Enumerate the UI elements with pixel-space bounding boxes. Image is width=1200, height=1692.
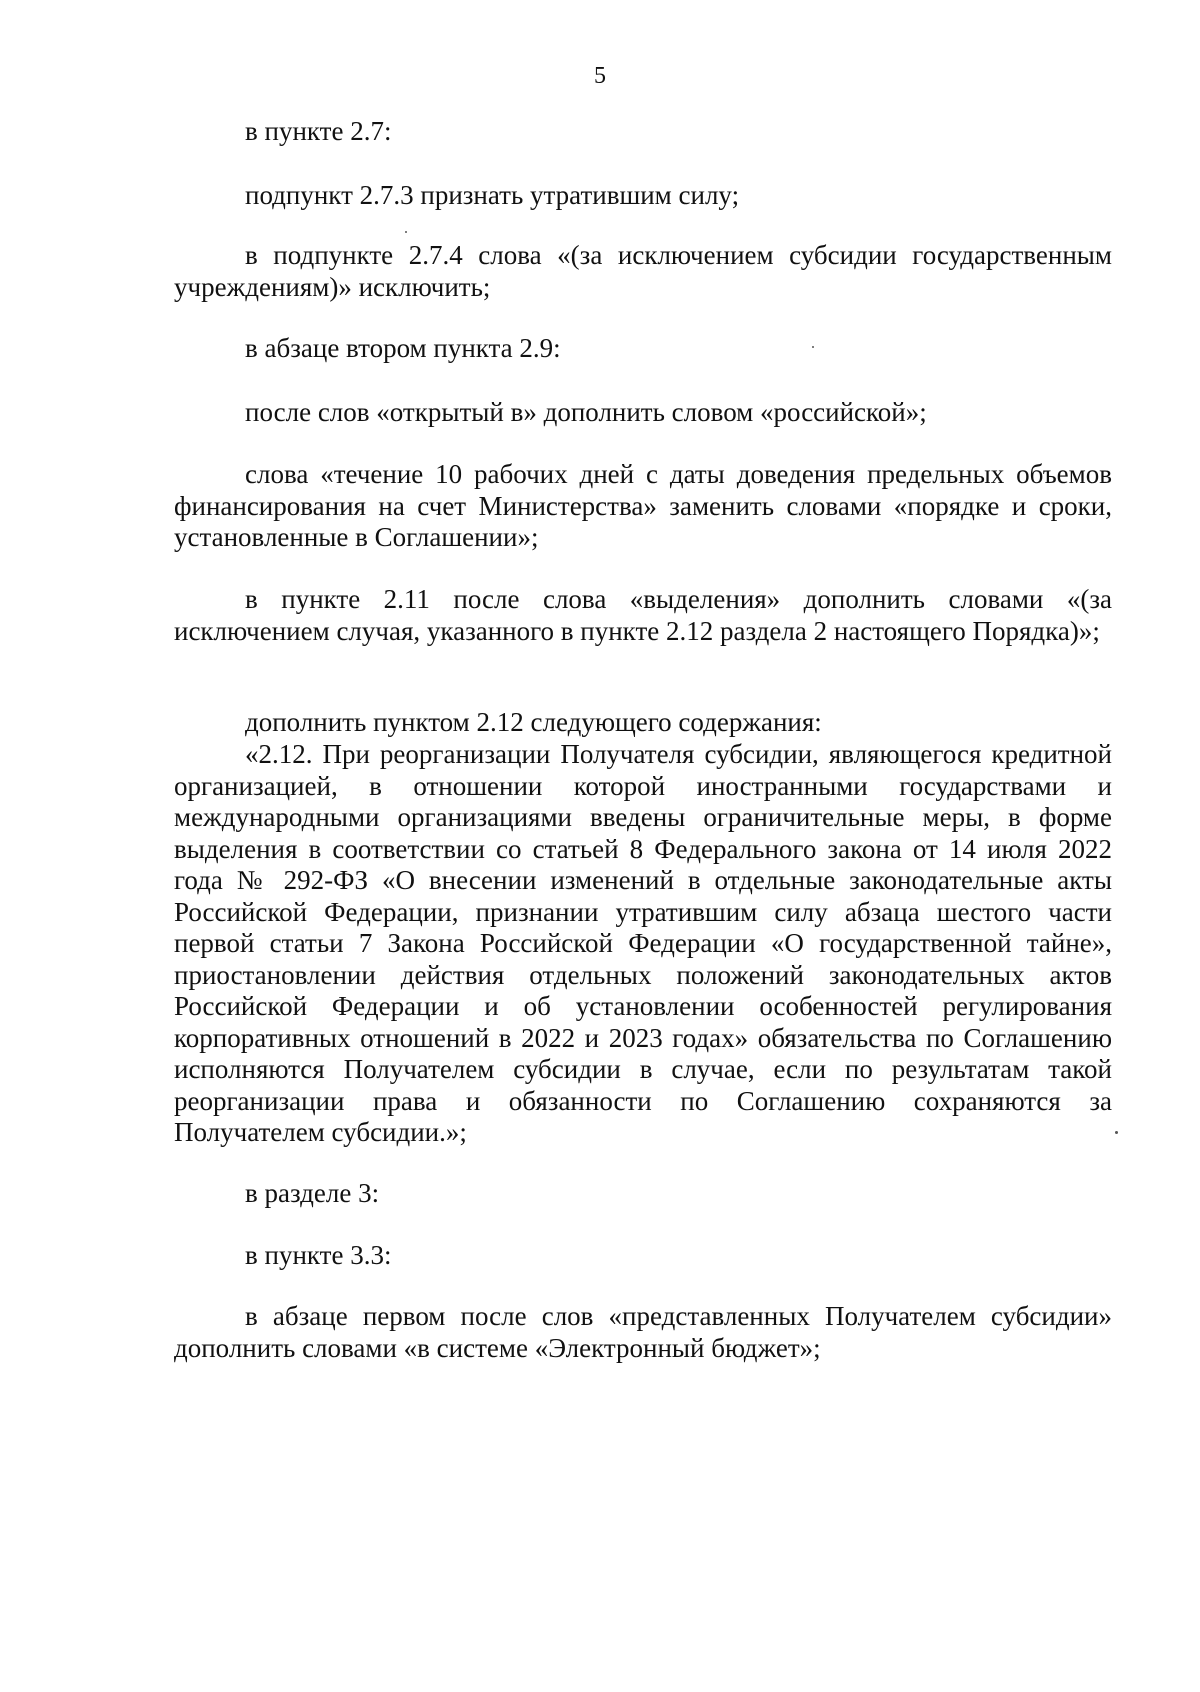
scan-speck: [405, 231, 407, 233]
paragraph-3: в подпункте 2.7.4 слова «(за исключением субсидии государственным учреждениям)» исключить;: [174, 240, 1112, 302]
paragraph-10: в разделе 3:: [245, 1178, 380, 1208]
paragraph-9: «2.12. При реорганизации Получателя субсидии, являющегося кредитной организацией, в отношении которой иностранными государствами и международными организациями введены ограничительные меры, в форме выделения в соответствии со статьей 8 Федерального закона от 14 июля 2022 года № 292-ФЗ «О внесении изменений в отдельные законодательные акты Российской Федерации, признании утратившим силу абзаца шестого части первой статьи 7 Закона Российской Федерации «О государственной тайне», приостановлении действия отдельных положений законодательных актов Российской Федерации и об установлении особенностей регулирования корпоративных отношений в 2022 и 2023 годах» обязательства по Соглашению исполняются Получателем субсидии в случае, если по результатам такой реорганизации права и обязанности по Соглашению сохраняются за Получателем субсидии.»;: [174, 739, 1112, 1147]
paragraph-12: в абзаце первом после слов «представленных Получателем субсидии» дополнить словами «в системе «Электронный бюджет»;: [174, 1301, 1112, 1363]
paragraph-2: подпункт 2.7.3 признать утратившим силу;: [245, 180, 740, 210]
paragraph-11: в пункте 3.3:: [245, 1240, 392, 1270]
paragraph-4: в абзаце втором пункта 2.9:: [245, 333, 561, 363]
page-number: 5: [594, 63, 606, 89]
scan-speck: [1115, 1131, 1118, 1134]
paragraph-1: в пункте 2.7:: [245, 116, 392, 146]
paragraph-7: в пункте 2.11 после слова «выделения» дополнить словами «(за исключением случая, указанного в пункте 2.12 раздела 2 настоящего Порядка)»;: [174, 584, 1112, 646]
paragraph-8: дополнить пунктом 2.12 следующего содержания:: [245, 707, 822, 737]
scan-speck: [812, 346, 814, 348]
paragraph-5: после слов «открытый в» дополнить словом «российской»;: [245, 397, 927, 427]
paragraph-6: слова «течение 10 рабочих дней с даты доведения предельных объемов финансирования на счет Министерства» заменить словами «порядке и сроки, установленные в Соглашении»;: [174, 459, 1112, 552]
